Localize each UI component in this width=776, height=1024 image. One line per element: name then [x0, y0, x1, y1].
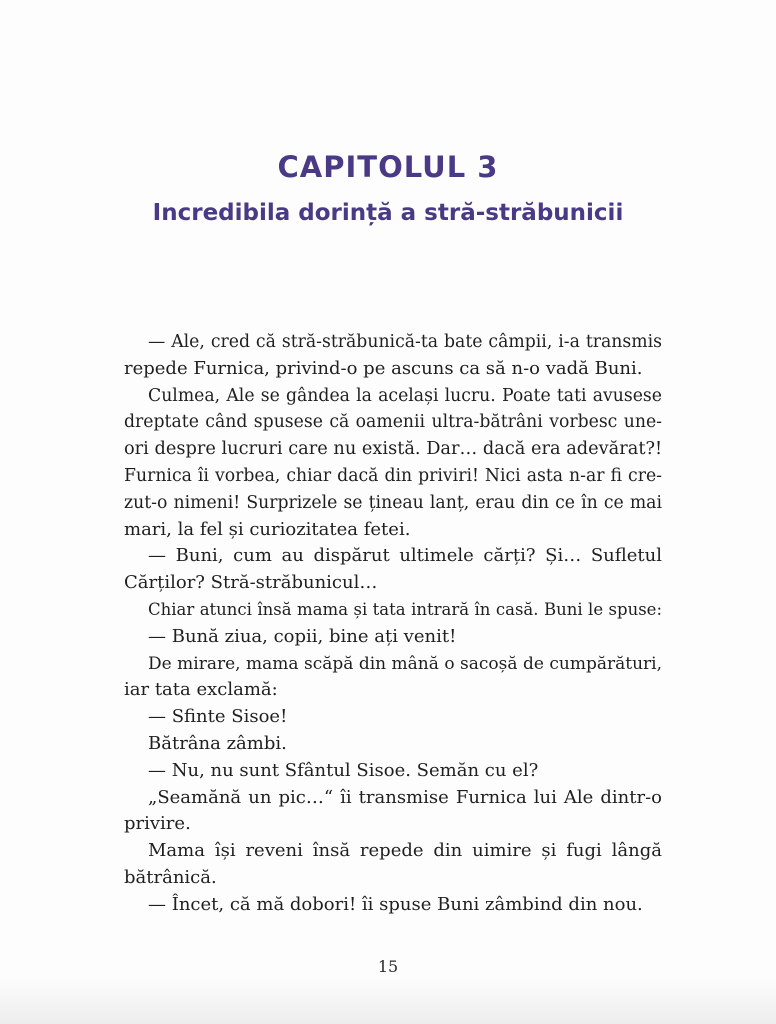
- text-line: — Ale, cred că stră-străbunică-ta bate câmpii, i-a transmis: [148, 332, 662, 352]
- text-line: — Încet, că mă dobori! îi spuse Buni zâmbind din nou.: [148, 893, 643, 915]
- text-line: bătrânică.: [124, 866, 217, 888]
- text-line: mari, la fel și curiozitatea fetei.: [124, 518, 411, 540]
- text-line: Cărților? Stră-străbunicul…: [124, 572, 378, 594]
- text-line: iar tata exclamă:: [124, 679, 278, 701]
- chapter-number: CAPITOLUL 3: [277, 150, 499, 184]
- text-line: — Bună ziua, copii, bine ați venit!: [148, 625, 457, 647]
- text-line: privire.: [124, 813, 191, 835]
- text-line: De mirare, mama scăpă din mână o sacoșă de cumpărături,: [148, 653, 662, 674]
- text-line: „Seamănă un pic…“ îi transmise Furnica lui Ale dintr-o: [148, 786, 662, 808]
- page-shadow: [0, 976, 776, 1024]
- text-line: — Nu, nu sunt Sfântul Sisoe. Semăn cu el?: [148, 759, 539, 781]
- text-line: Mama își reveni însă repede din uimire și fugi lângă: [148, 840, 662, 862]
- chapter-title: Incredibila dorință a stră-străbunicii: [152, 200, 624, 226]
- chapter-body: [124, 329, 662, 919]
- page-number: 15: [377, 957, 399, 976]
- text-line: Culmea, Ale se gândea la același lucru. Poate tati avusese: [148, 385, 662, 406]
- text-line: repede Furnica, privind-o pe ascuns ca să n-o vadă Buni.: [124, 357, 643, 379]
- text-line: — Sfinte Sisoe!: [148, 706, 288, 728]
- text-line: — Buni, cum au dispărut ultimele cărți? Și… Sufletul: [148, 545, 662, 567]
- text-line: zut-o nimeni! Surprizele se țineau lanț, erau din ce în ce mai: [124, 492, 662, 513]
- text-line: Furnica îi vorbea, chiar dacă din priviri! Nici asta n-ar fi cre-: [124, 465, 662, 486]
- text-line: Chiar atunci însă mama și tata intrară în casă. Buni le spuse:: [148, 599, 662, 619]
- text-line: dreptate când spusese că oamenii ultra-bătrâni vorbesc une-: [124, 412, 662, 433]
- text-line: ori despre lucruri care nu există. Dar… dacă era adevărat?!: [124, 439, 662, 460]
- text-line: Bătrâna zâmbi.: [148, 732, 287, 754]
